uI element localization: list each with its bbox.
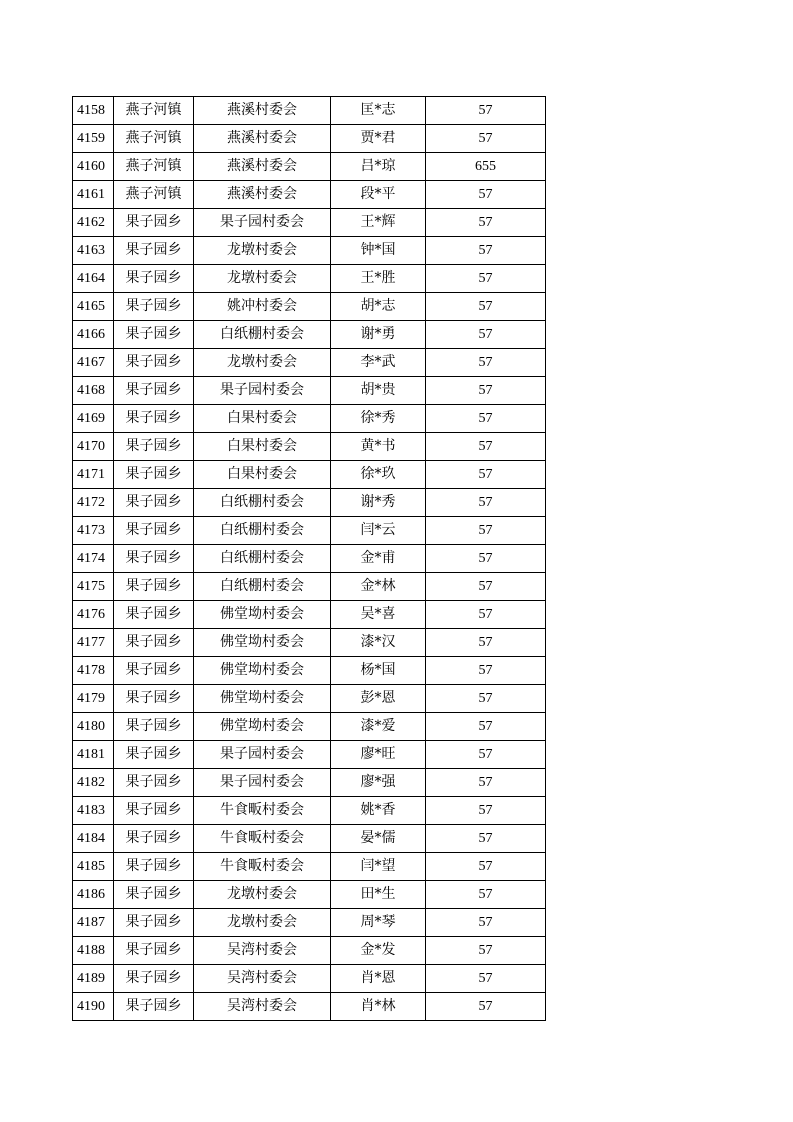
table-row [73,545,546,573]
table-row [73,629,546,657]
table-row [73,937,546,965]
row-number-cell: 4183 [73,797,114,825]
village-committee-cell: 姚冲村委会 [194,293,331,321]
row-number-cell: 4159 [73,125,114,153]
row-number-cell: 4185 [73,853,114,881]
township-cell: 果子园乡 [114,825,194,853]
amount-cell: 655 [426,153,546,181]
person-name-cell: 漆*汉 [331,629,426,657]
village-committee-cell: 白纸棚村委会 [194,545,331,573]
row-number-cell: 4164 [73,265,114,293]
village-committee-cell: 燕溪村委会 [194,97,331,125]
person-name-cell: 姚*香 [331,797,426,825]
table-row [73,685,546,713]
village-committee-cell: 牛食畈村委会 [194,853,331,881]
table-row [73,349,546,377]
amount-cell: 57 [426,685,546,713]
row-number-cell: 4169 [73,405,114,433]
person-name-cell: 廖*旺 [331,741,426,769]
amount-cell: 57 [426,937,546,965]
table-row [73,741,546,769]
village-committee-cell: 果子园村委会 [194,209,331,237]
person-name-cell: 金*甫 [331,545,426,573]
township-cell: 果子园乡 [114,993,194,1021]
amount-cell: 57 [426,237,546,265]
person-name-cell: 段*平 [331,181,426,209]
row-number-cell: 4163 [73,237,114,265]
amount-cell: 57 [426,349,546,377]
person-name-cell: 肖*恩 [331,965,426,993]
table-row [73,321,546,349]
table-row [73,909,546,937]
person-name-cell: 金*发 [331,937,426,965]
amount-cell: 57 [426,181,546,209]
amount-cell: 57 [426,125,546,153]
township-cell: 果子园乡 [114,321,194,349]
amount-cell: 57 [426,601,546,629]
amount-cell: 57 [426,405,546,433]
amount-cell: 57 [426,629,546,657]
amount-cell: 57 [426,965,546,993]
township-cell: 果子园乡 [114,797,194,825]
amount-cell: 57 [426,825,546,853]
row-number-cell: 4161 [73,181,114,209]
person-name-cell: 胡*志 [331,293,426,321]
township-cell: 果子园乡 [114,573,194,601]
village-committee-cell: 白纸棚村委会 [194,321,331,349]
village-committee-cell: 吴湾村委会 [194,965,331,993]
village-committee-cell: 龙墩村委会 [194,909,331,937]
row-number-cell: 4173 [73,517,114,545]
township-cell: 燕子河镇 [114,125,194,153]
amount-cell: 57 [426,993,546,1021]
table-row [73,713,546,741]
amount-cell: 57 [426,573,546,601]
person-name-cell: 王*辉 [331,209,426,237]
table-row [73,461,546,489]
row-number-cell: 4176 [73,601,114,629]
person-name-cell: 谢*勇 [331,321,426,349]
row-number-cell: 4172 [73,489,114,517]
row-number-cell: 4177 [73,629,114,657]
village-committee-cell: 龙墩村委会 [194,349,331,377]
row-number-cell: 4190 [73,993,114,1021]
row-number-cell: 4171 [73,461,114,489]
row-number-cell: 4175 [73,573,114,601]
amount-cell: 57 [426,293,546,321]
village-committee-cell: 燕溪村委会 [194,153,331,181]
row-number-cell: 4188 [73,937,114,965]
amount-cell: 57 [426,321,546,349]
person-name-cell: 田*生 [331,881,426,909]
table-row [73,237,546,265]
table-row [73,657,546,685]
row-number-cell: 4179 [73,685,114,713]
row-number-cell: 4162 [73,209,114,237]
township-cell: 果子园乡 [114,405,194,433]
roster-table [72,96,546,1021]
village-committee-cell: 吴湾村委会 [194,937,331,965]
person-name-cell: 廖*强 [331,769,426,797]
village-committee-cell: 牛食畈村委会 [194,797,331,825]
village-committee-cell: 果子园村委会 [194,377,331,405]
village-committee-cell: 佛堂坳村委会 [194,685,331,713]
roster-table-body [73,97,546,1021]
table-row [73,293,546,321]
township-cell: 果子园乡 [114,909,194,937]
person-name-cell: 晏*儒 [331,825,426,853]
table-row [73,125,546,153]
township-cell: 果子园乡 [114,461,194,489]
person-name-cell: 漆*爱 [331,713,426,741]
table-row [73,797,546,825]
row-number-cell: 4160 [73,153,114,181]
row-number-cell: 4181 [73,741,114,769]
table-row [73,517,546,545]
township-cell: 果子园乡 [114,349,194,377]
row-number-cell: 4187 [73,909,114,937]
amount-cell: 57 [426,97,546,125]
table-row [73,153,546,181]
village-committee-cell: 佛堂坳村委会 [194,713,331,741]
amount-cell: 57 [426,377,546,405]
amount-cell: 57 [426,545,546,573]
township-cell: 果子园乡 [114,769,194,797]
table-row [73,97,546,125]
table-row [73,405,546,433]
amount-cell: 57 [426,853,546,881]
township-cell: 果子园乡 [114,937,194,965]
township-cell: 果子园乡 [114,517,194,545]
person-name-cell: 彭*恩 [331,685,426,713]
township-cell: 果子园乡 [114,545,194,573]
row-number-cell: 4186 [73,881,114,909]
table-row [73,377,546,405]
township-cell: 果子园乡 [114,489,194,517]
row-number-cell: 4167 [73,349,114,377]
row-number-cell: 4158 [73,97,114,125]
person-name-cell: 谢*秀 [331,489,426,517]
table-row [73,853,546,881]
amount-cell: 57 [426,657,546,685]
village-committee-cell: 燕溪村委会 [194,125,331,153]
amount-cell: 57 [426,265,546,293]
person-name-cell: 吴*喜 [331,601,426,629]
person-name-cell: 王*胜 [331,265,426,293]
amount-cell: 57 [426,433,546,461]
table-row [73,265,546,293]
village-committee-cell: 果子园村委会 [194,769,331,797]
person-name-cell: 周*琴 [331,909,426,937]
row-number-cell: 4168 [73,377,114,405]
table-row [73,209,546,237]
village-committee-cell: 白果村委会 [194,405,331,433]
township-cell: 果子园乡 [114,657,194,685]
table-row [73,601,546,629]
amount-cell: 57 [426,881,546,909]
row-number-cell: 4189 [73,965,114,993]
person-name-cell: 肖*林 [331,993,426,1021]
person-name-cell: 李*武 [331,349,426,377]
amount-cell: 57 [426,769,546,797]
amount-cell: 57 [426,713,546,741]
township-cell: 果子园乡 [114,881,194,909]
row-number-cell: 4182 [73,769,114,797]
person-name-cell: 闫*云 [331,517,426,545]
village-committee-cell: 白果村委会 [194,433,331,461]
township-cell: 果子园乡 [114,209,194,237]
township-cell: 果子园乡 [114,237,194,265]
amount-cell: 57 [426,489,546,517]
person-name-cell: 吕*琼 [331,153,426,181]
table-row [73,489,546,517]
village-committee-cell: 白纸棚村委会 [194,517,331,545]
person-name-cell: 杨*国 [331,657,426,685]
amount-cell: 57 [426,209,546,237]
row-number-cell: 4178 [73,657,114,685]
township-cell: 果子园乡 [114,377,194,405]
village-committee-cell: 燕溪村委会 [194,181,331,209]
table-row [73,573,546,601]
person-name-cell: 徐*秀 [331,405,426,433]
table-row [73,433,546,461]
township-cell: 果子园乡 [114,293,194,321]
township-cell: 果子园乡 [114,741,194,769]
village-committee-cell: 白纸棚村委会 [194,489,331,517]
village-committee-cell: 果子园村委会 [194,741,331,769]
village-committee-cell: 佛堂坳村委会 [194,629,331,657]
amount-cell: 57 [426,461,546,489]
township-cell: 果子园乡 [114,853,194,881]
village-committee-cell: 白纸棚村委会 [194,573,331,601]
amount-cell: 57 [426,797,546,825]
village-committee-cell: 龙墩村委会 [194,265,331,293]
row-number-cell: 4165 [73,293,114,321]
person-name-cell: 闫*望 [331,853,426,881]
person-name-cell: 徐*玖 [331,461,426,489]
table-row [73,825,546,853]
township-cell: 果子园乡 [114,265,194,293]
village-committee-cell: 牛食畈村委会 [194,825,331,853]
table-row [73,993,546,1021]
amount-cell: 57 [426,517,546,545]
township-cell: 果子园乡 [114,685,194,713]
township-cell: 燕子河镇 [114,97,194,125]
row-number-cell: 4184 [73,825,114,853]
township-cell: 果子园乡 [114,713,194,741]
row-number-cell: 4174 [73,545,114,573]
person-name-cell: 贾*君 [331,125,426,153]
township-cell: 果子园乡 [114,433,194,461]
township-cell: 果子园乡 [114,629,194,657]
amount-cell: 57 [426,909,546,937]
person-name-cell: 金*林 [331,573,426,601]
person-name-cell: 黄*书 [331,433,426,461]
township-cell: 果子园乡 [114,601,194,629]
amount-cell: 57 [426,741,546,769]
row-number-cell: 4170 [73,433,114,461]
table-row [73,965,546,993]
village-committee-cell: 龙墩村委会 [194,881,331,909]
person-name-cell: 钟*国 [331,237,426,265]
village-committee-cell: 龙墩村委会 [194,237,331,265]
person-name-cell: 胡*贵 [331,377,426,405]
village-committee-cell: 吴湾村委会 [194,993,331,1021]
row-number-cell: 4166 [73,321,114,349]
township-cell: 燕子河镇 [114,153,194,181]
village-committee-cell: 佛堂坳村委会 [194,657,331,685]
table-row [73,181,546,209]
table-row [73,769,546,797]
person-name-cell: 匡*志 [331,97,426,125]
village-committee-cell: 佛堂坳村委会 [194,601,331,629]
table-row [73,881,546,909]
township-cell: 果子园乡 [114,965,194,993]
village-committee-cell: 白果村委会 [194,461,331,489]
row-number-cell: 4180 [73,713,114,741]
township-cell: 燕子河镇 [114,181,194,209]
